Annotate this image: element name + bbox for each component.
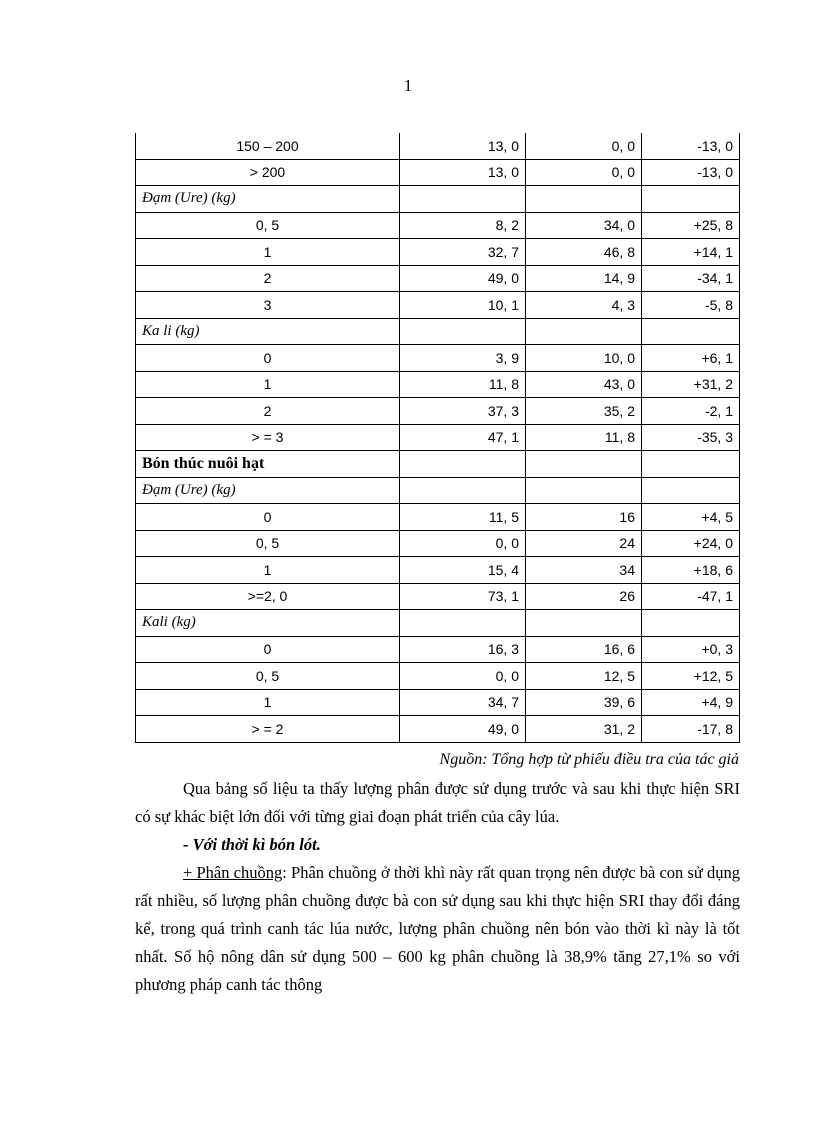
cell-before: 10, 1 — [400, 292, 526, 319]
row-label: > = 2 — [136, 716, 400, 743]
cell-after: 11, 8 — [526, 424, 642, 451]
row-label: 0 — [136, 504, 400, 531]
table-row — [136, 371, 740, 398]
cell-diff: -5, 8 — [642, 292, 740, 319]
table-row — [136, 265, 740, 292]
section-label: Bón thúc nuôi hạt — [136, 451, 400, 478]
cell-before — [400, 186, 526, 213]
cell-diff: -2, 1 — [642, 398, 740, 425]
section-label: Ka li (kg) — [136, 318, 400, 345]
table-row — [136, 398, 740, 425]
row-label: 1 — [136, 689, 400, 716]
cell-before: 37, 3 — [400, 398, 526, 425]
cell-before: 8, 2 — [400, 212, 526, 239]
source-note: Nguồn: Tổng hợp từ phiếu điều tra của tác giả — [439, 751, 739, 768]
cell-after — [526, 451, 642, 478]
cell-before: 16, 3 — [400, 636, 526, 663]
cell-before: 32, 7 — [400, 239, 526, 266]
cell-diff: -13, 0 — [642, 133, 740, 159]
table-row — [136, 159, 740, 186]
manure-label: + Phân chuồng — [183, 863, 283, 882]
cell-diff: +4, 9 — [642, 689, 740, 716]
cell-diff — [642, 610, 740, 637]
cell-before — [400, 451, 526, 478]
table-row — [136, 239, 740, 266]
cell-before — [400, 610, 526, 637]
manure-text: : Phân chuồng ở thời khì này rất quan trọng nên được bà con sử dụng rất nhiều, số lượng phân chuồng được bà con sử dụng sau khi thực hiện SRI thay đổi đáng kể, trong quá trình canh tác lúa nước, lượng phân chuồng nên bón vào thời kì này là tốt nhất. Số hộ nông dân sử dụng 500 – 600 kg phân chuồng là 38,9% tăng 27,1% so với phương pháp canh tác thông — [135, 863, 740, 994]
paragraph-summary: Qua bảng số liệu ta thấy lượng phân được sử dụng trước và sau khi thực hiện SRI có sự khác biệt lớn đối với từng giai đoạn phát triển của cây lúa. — [135, 779, 740, 826]
table-row — [136, 716, 740, 743]
cell-after: 16, 6 — [526, 636, 642, 663]
cell-after: 39, 6 — [526, 689, 642, 716]
row-label: 150 – 200 — [136, 133, 400, 159]
table-row — [136, 636, 740, 663]
cell-after: 24 — [526, 530, 642, 557]
cell-diff: -47, 1 — [642, 583, 740, 610]
row-label: 0, 5 — [136, 212, 400, 239]
row-label: 0 — [136, 636, 400, 663]
cell-after: 0, 0 — [526, 133, 642, 159]
body-text — [135, 775, 740, 999]
cell-diff — [642, 451, 740, 478]
cell-before: 15, 4 — [400, 557, 526, 584]
cell-diff: +25, 8 — [642, 212, 740, 239]
cell-after: 4, 3 — [526, 292, 642, 319]
cell-before — [400, 477, 526, 504]
cell-diff — [642, 477, 740, 504]
cell-diff: +18, 6 — [642, 557, 740, 584]
cell-after: 34, 0 — [526, 212, 642, 239]
cell-diff — [642, 186, 740, 213]
cell-diff: -13, 0 — [642, 159, 740, 186]
cell-before: 3, 9 — [400, 345, 526, 372]
cell-before: 47, 1 — [400, 424, 526, 451]
cell-diff: +14, 1 — [642, 239, 740, 266]
row-label: 2 — [136, 398, 400, 425]
row-label: 1 — [136, 239, 400, 266]
cell-before: 0, 0 — [400, 663, 526, 690]
cell-after: 0, 0 — [526, 159, 642, 186]
table-row — [136, 557, 740, 584]
table-row — [136, 583, 740, 610]
cell-diff: +12, 5 — [642, 663, 740, 690]
table-section-row — [136, 610, 740, 637]
cell-before: 13, 0 — [400, 159, 526, 186]
row-label: > 200 — [136, 159, 400, 186]
table-row — [136, 424, 740, 451]
cell-before: 11, 5 — [400, 504, 526, 531]
cell-before: 0, 0 — [400, 530, 526, 557]
row-label: 1 — [136, 557, 400, 584]
section-label: Đạm (Ure) (kg) — [136, 186, 400, 213]
row-label: 2 — [136, 265, 400, 292]
row-label: 0 — [136, 345, 400, 372]
cell-before: 11, 8 — [400, 371, 526, 398]
section-heading: - Với thời kì bón lót. — [183, 835, 321, 854]
cell-diff: +31, 2 — [642, 371, 740, 398]
table-row — [136, 663, 740, 690]
row-label: 1 — [136, 371, 400, 398]
cell-after: 14, 9 — [526, 265, 642, 292]
paragraph-manure — [135, 859, 740, 999]
cell-diff: +4, 5 — [642, 504, 740, 531]
row-label: > = 3 — [136, 424, 400, 451]
cell-after — [526, 477, 642, 504]
row-label: 0, 5 — [136, 663, 400, 690]
cell-diff: -17, 8 — [642, 716, 740, 743]
cell-diff: +24, 0 — [642, 530, 740, 557]
cell-after: 46, 8 — [526, 239, 642, 266]
table-row — [136, 689, 740, 716]
cell-diff: -35, 3 — [642, 424, 740, 451]
table-row — [136, 345, 740, 372]
cell-after — [526, 186, 642, 213]
cell-after: 12, 5 — [526, 663, 642, 690]
section-label: Kali (kg) — [136, 610, 400, 637]
cell-after: 34 — [526, 557, 642, 584]
table-row — [136, 504, 740, 531]
cell-after: 26 — [526, 583, 642, 610]
cell-after: 43, 0 — [526, 371, 642, 398]
cell-diff — [642, 318, 740, 345]
cell-before: 13, 0 — [400, 133, 526, 159]
row-label: 0, 5 — [136, 530, 400, 557]
section-label: Đạm (Ure) (kg) — [136, 477, 400, 504]
row-label: >=2, 0 — [136, 583, 400, 610]
table-row — [136, 292, 740, 319]
cell-after — [526, 610, 642, 637]
cell-after: 10, 0 — [526, 345, 642, 372]
cell-before: 49, 0 — [400, 716, 526, 743]
cell-diff: -34, 1 — [642, 265, 740, 292]
page-number: 1 — [403, 76, 413, 95]
table-section-row — [136, 186, 740, 213]
table-section-row — [136, 477, 740, 504]
cell-after: 31, 2 — [526, 716, 642, 743]
table-row — [136, 212, 740, 239]
cell-before: 34, 7 — [400, 689, 526, 716]
cell-before: 49, 0 — [400, 265, 526, 292]
cell-diff: +6, 1 — [642, 345, 740, 372]
table-section-row — [136, 318, 740, 345]
cell-diff: +0, 3 — [642, 636, 740, 663]
fertilizer-table — [135, 133, 740, 743]
table-row — [136, 530, 740, 557]
table-section-row — [136, 451, 740, 478]
cell-after — [526, 318, 642, 345]
cell-before — [400, 318, 526, 345]
table-row — [136, 133, 740, 159]
cell-after: 16 — [526, 504, 642, 531]
cell-after: 35, 2 — [526, 398, 642, 425]
row-label: 3 — [136, 292, 400, 319]
cell-before: 73, 1 — [400, 583, 526, 610]
table-body — [136, 133, 740, 742]
